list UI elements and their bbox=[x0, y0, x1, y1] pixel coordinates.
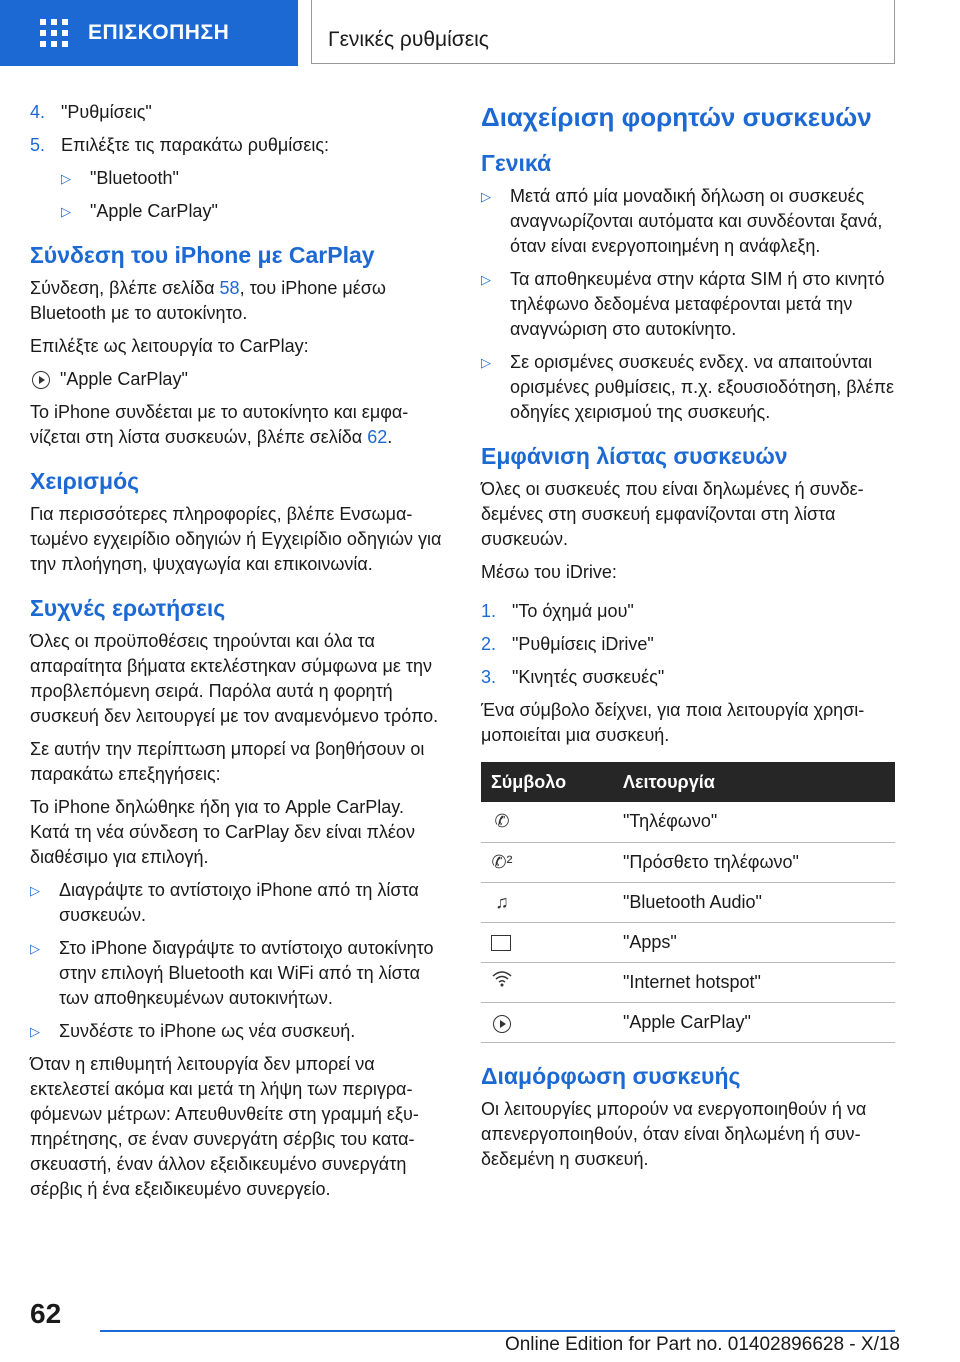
footer-divider bbox=[100, 1330, 895, 1332]
step-number: 3. bbox=[481, 667, 497, 687]
faq-bullet: ▷ Διαγράψτε το αντίστοιχο iPhone από τη λίστα συσκευών. bbox=[30, 878, 448, 928]
section-heading-config: Διαμόρφωση συσκευής bbox=[481, 1062, 741, 1089]
triangle-bullet-icon: ▷ bbox=[481, 189, 491, 204]
step-number: 4. bbox=[30, 102, 46, 122]
table-row: "Apple CarPlay" bbox=[481, 1002, 895, 1042]
paragraph: Όλες οι προϋποθέσεις τηρούνται και όλα τα απαραίτητα βήματα εκτελέστηκαν σύμφωνα με την προβλεπόμενη σειρά. Παρόλα αυτά η φορητή συσκευή δεν λειτουργεί με τον αναμενόμενο τρόπο. bbox=[30, 631, 439, 726]
overview-tab-label: ΕΠΙΣΚΟΠΗΣΗ bbox=[88, 21, 230, 44]
column-header-function: Λειτουργία bbox=[613, 762, 895, 802]
paragraph: Το iPhone δηλώθηκε ήδη για το Apple CarPlay. Κατά τη νέα σύνδεση το CarPlay δεν είναι πλέον διαθέσιμο για επιλογή. bbox=[30, 797, 415, 867]
chapter-heading: Διαχείριση φορητών συσκευών bbox=[481, 102, 872, 132]
step-number: 2. bbox=[481, 634, 497, 654]
carplay-icon bbox=[32, 371, 50, 389]
triangle-bullet-icon: ▷ bbox=[481, 272, 491, 287]
table-row: "Apps" bbox=[481, 922, 895, 962]
table-header-row bbox=[481, 762, 895, 802]
paragraph: Σύνδεση, βλέπε σελίδα 58, του iPhone μέσω Bluetooth με το αυτοκίνητο. bbox=[30, 278, 386, 323]
carplay-icon bbox=[493, 1015, 511, 1033]
right-column bbox=[481, 100, 895, 1180]
table-row: ♫ "Bluetooth Audio" bbox=[481, 882, 895, 922]
triangle-bullet-icon: ▷ bbox=[481, 355, 491, 370]
step-number: 1. bbox=[481, 601, 497, 621]
paragraph: Μέσω του iDrive: bbox=[481, 562, 617, 582]
paragraph: Οι λειτουργίες μπορούν να ενεργοποιηθούν ή να απενεργοποιηθούν, όταν είναι δηλωμένη ή συνδεδεμένη η συσκευή. bbox=[481, 1098, 867, 1169]
section-heading-faq: Συχνές ερωτήσεις bbox=[30, 595, 226, 621]
general-bullet: ▷ Τα αποθηκευμένα στην κάρτα SIM ή στο κινητό τηλέφωνο δεδομένα μεταφέρονται μετά την αναγνώριση στο αυτοκίνητο. bbox=[481, 267, 895, 342]
apps-icon bbox=[491, 935, 511, 951]
section-tab[interactable]: Γενικές ρυθμίσεις bbox=[311, 0, 895, 64]
sub-option: ▷ "Apple CarPlay" bbox=[30, 199, 448, 224]
table-row: "Internet hotspot" bbox=[481, 962, 895, 1002]
page-link[interactable]: 58 bbox=[219, 278, 240, 298]
paragraph: Όταν η επιθυμητή λειτουργία δεν μπορεί να εκτελεστεί ακόμα και μετά τη λήψη των περιγραφόμενων μέτρων: Απευθυνθείτε στη γραμμή εξυπηρέτησης, σε έναν συνεργάτη σέρβις του κατασκευαστή, έναν άλλον εξειδικευμένο συνεργάτη σέρβις ή ένα εξειδικευμένο συνεργείο. bbox=[30, 1054, 419, 1199]
table-row: ✆² "Πρόσθετο τηλέφωνο" bbox=[481, 842, 895, 882]
paragraph: Το iPhone συνδέεται με το αυτοκίνητο και εμφανίζεται στη λίστα συσκευών, βλέπε σελίδα 62. bbox=[30, 402, 409, 447]
triangle-bullet-icon: ▷ bbox=[30, 883, 40, 898]
carplay-option: "Apple CarPlay" bbox=[30, 367, 448, 392]
left-column bbox=[30, 100, 448, 1210]
page-link[interactable]: 62 bbox=[367, 427, 388, 447]
music-note-icon: ♫ bbox=[495, 891, 509, 912]
paragraph: Επιλέξτε ως λειτουργία το CarPlay: bbox=[30, 336, 309, 356]
step-text: "Ρυθμίσεις" bbox=[61, 102, 152, 122]
step-text: Επιλέξτε τις παρακάτω ρυθμίσεις: bbox=[61, 135, 330, 155]
paragraph: Ένα σύμβολο δείχνει, για ποια λειτουργία χρησιμοποιείται μια συσκευή. bbox=[481, 700, 865, 745]
edition-note: Online Edition for Part no. 01402896628 - X/18 bbox=[504, 1334, 900, 1355]
symbol-table bbox=[481, 762, 895, 1043]
grid-menu-icon bbox=[40, 19, 68, 47]
paragraph: Όλες οι συσκευές που είναι δηλωμένες ή συνδεδεμένες στη συσκευή εμφανίζονται στη λίστα συσκευών. bbox=[481, 479, 864, 549]
overview-tab[interactable] bbox=[0, 0, 298, 66]
step-item: 1. "Το όχημά μου" bbox=[481, 599, 895, 624]
additional-phone-icon: ✆² bbox=[491, 851, 513, 872]
section-heading-list: Εμφάνιση λίστας συσκευών bbox=[481, 443, 788, 469]
triangle-bullet-icon: ▷ bbox=[61, 171, 71, 186]
step-item bbox=[30, 100, 448, 125]
triangle-bullet-icon: ▷ bbox=[30, 941, 40, 956]
phone-icon: ✆ bbox=[494, 811, 510, 832]
section-heading-connect: Σύνδεση του iPhone με CarPlay bbox=[30, 242, 375, 268]
general-bullet: ▷ Μετά από μία μοναδική δήλωση οι συσκευές αναγνωρίζονται αυτόματα και συνδέονται ξανά, όταν είναι ενεργοποιημένη η ανάφλεξη. bbox=[481, 184, 895, 259]
section-heading-operation: Χειρισμός bbox=[30, 468, 140, 494]
section-heading-general: Γενικά bbox=[481, 150, 552, 176]
step-item bbox=[30, 133, 448, 158]
triangle-bullet-icon: ▷ bbox=[61, 204, 71, 219]
triangle-bullet-icon: ▷ bbox=[30, 1024, 40, 1039]
sub-option: ▷ "Bluetooth" bbox=[30, 166, 448, 191]
paragraph: Για περισσότερες πληροφορίες, βλέπε Ενσωματωμένο εγχειρίδιο οδηγιών ή Εγχειρίδιο οδηγιών για την πλοήγηση, ψυχαγωγία και επικοινωνία. bbox=[30, 504, 442, 574]
table-row: ✆ "Τηλέφωνο" bbox=[481, 802, 895, 842]
step-number: 5. bbox=[30, 135, 46, 155]
page-header bbox=[0, 0, 960, 66]
general-bullet: ▷ Σε ορισμένες συσκευές ενδεχ. να απαιτούνται ορισμένες ρυθμίσεις, π.χ. εξουσιοδότηση, βλέπε οδηγίες χειρισμού της συσκευής. bbox=[481, 350, 895, 425]
page-number: 62 bbox=[30, 1298, 62, 1329]
step-item: 2. "Ρυθμίσεις iDrive" bbox=[481, 632, 895, 657]
paragraph: Σε αυτήν την περίπτωση μπορεί να βοηθήσουν οι παρακάτω επεξηγήσεις: bbox=[30, 739, 425, 784]
column-header-symbol: Σύμβολο bbox=[481, 762, 613, 802]
faq-bullet: ▷ Στο iPhone διαγράψτε το αντίστοιχο αυτοκίνητο στην επιλογή Bluetooth και WiFi από τη λίστα των αποθηκευμένων αυτοκινήτων. bbox=[30, 936, 448, 1011]
step-item: 3. "Κινητές συσκευές" bbox=[481, 665, 895, 690]
wifi-hotspot-icon bbox=[491, 969, 513, 989]
faq-bullet: ▷ Συνδέστε το iPhone ως νέα συσκευή. bbox=[30, 1019, 448, 1044]
